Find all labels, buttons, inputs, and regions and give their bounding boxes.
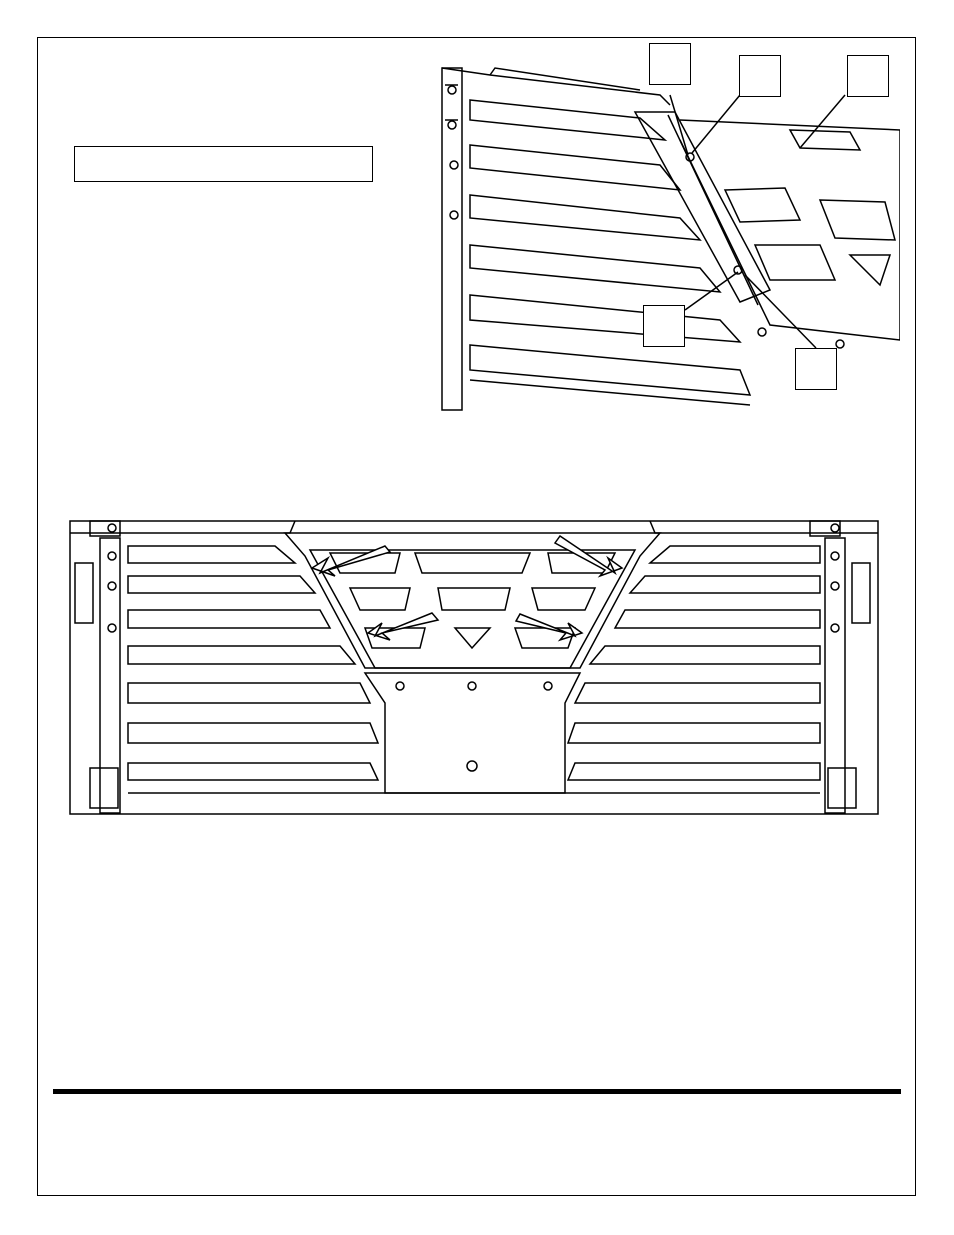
- horizontal-rule: [53, 1089, 901, 1094]
- arrow-4: [516, 614, 582, 640]
- callout-1: [649, 43, 691, 85]
- assembly-illustration: [60, 518, 890, 823]
- callout-2: [739, 55, 781, 97]
- left-hinge: [75, 563, 93, 623]
- louver-slats: [470, 100, 750, 405]
- bolt-2: [448, 121, 456, 129]
- bolt-1: [448, 86, 456, 94]
- callout-3: [847, 55, 889, 97]
- right-hinge: [852, 563, 870, 623]
- bolt-4: [450, 211, 458, 219]
- arrow-3: [368, 613, 438, 640]
- arrow-2: [555, 536, 622, 576]
- leader-2: [692, 95, 740, 153]
- center-panel: [680, 120, 900, 340]
- leader-5: [745, 275, 816, 348]
- lower-box: [365, 673, 580, 793]
- leader-3: [800, 95, 845, 148]
- leader-4: [685, 272, 738, 310]
- callout-5: [795, 348, 837, 390]
- right-louvers: [568, 546, 820, 780]
- bolt-3: [450, 161, 458, 169]
- callout-4: [643, 305, 685, 347]
- text-box-empty: [74, 146, 373, 182]
- left-post: [100, 538, 120, 813]
- left-louvers: [128, 546, 820, 793]
